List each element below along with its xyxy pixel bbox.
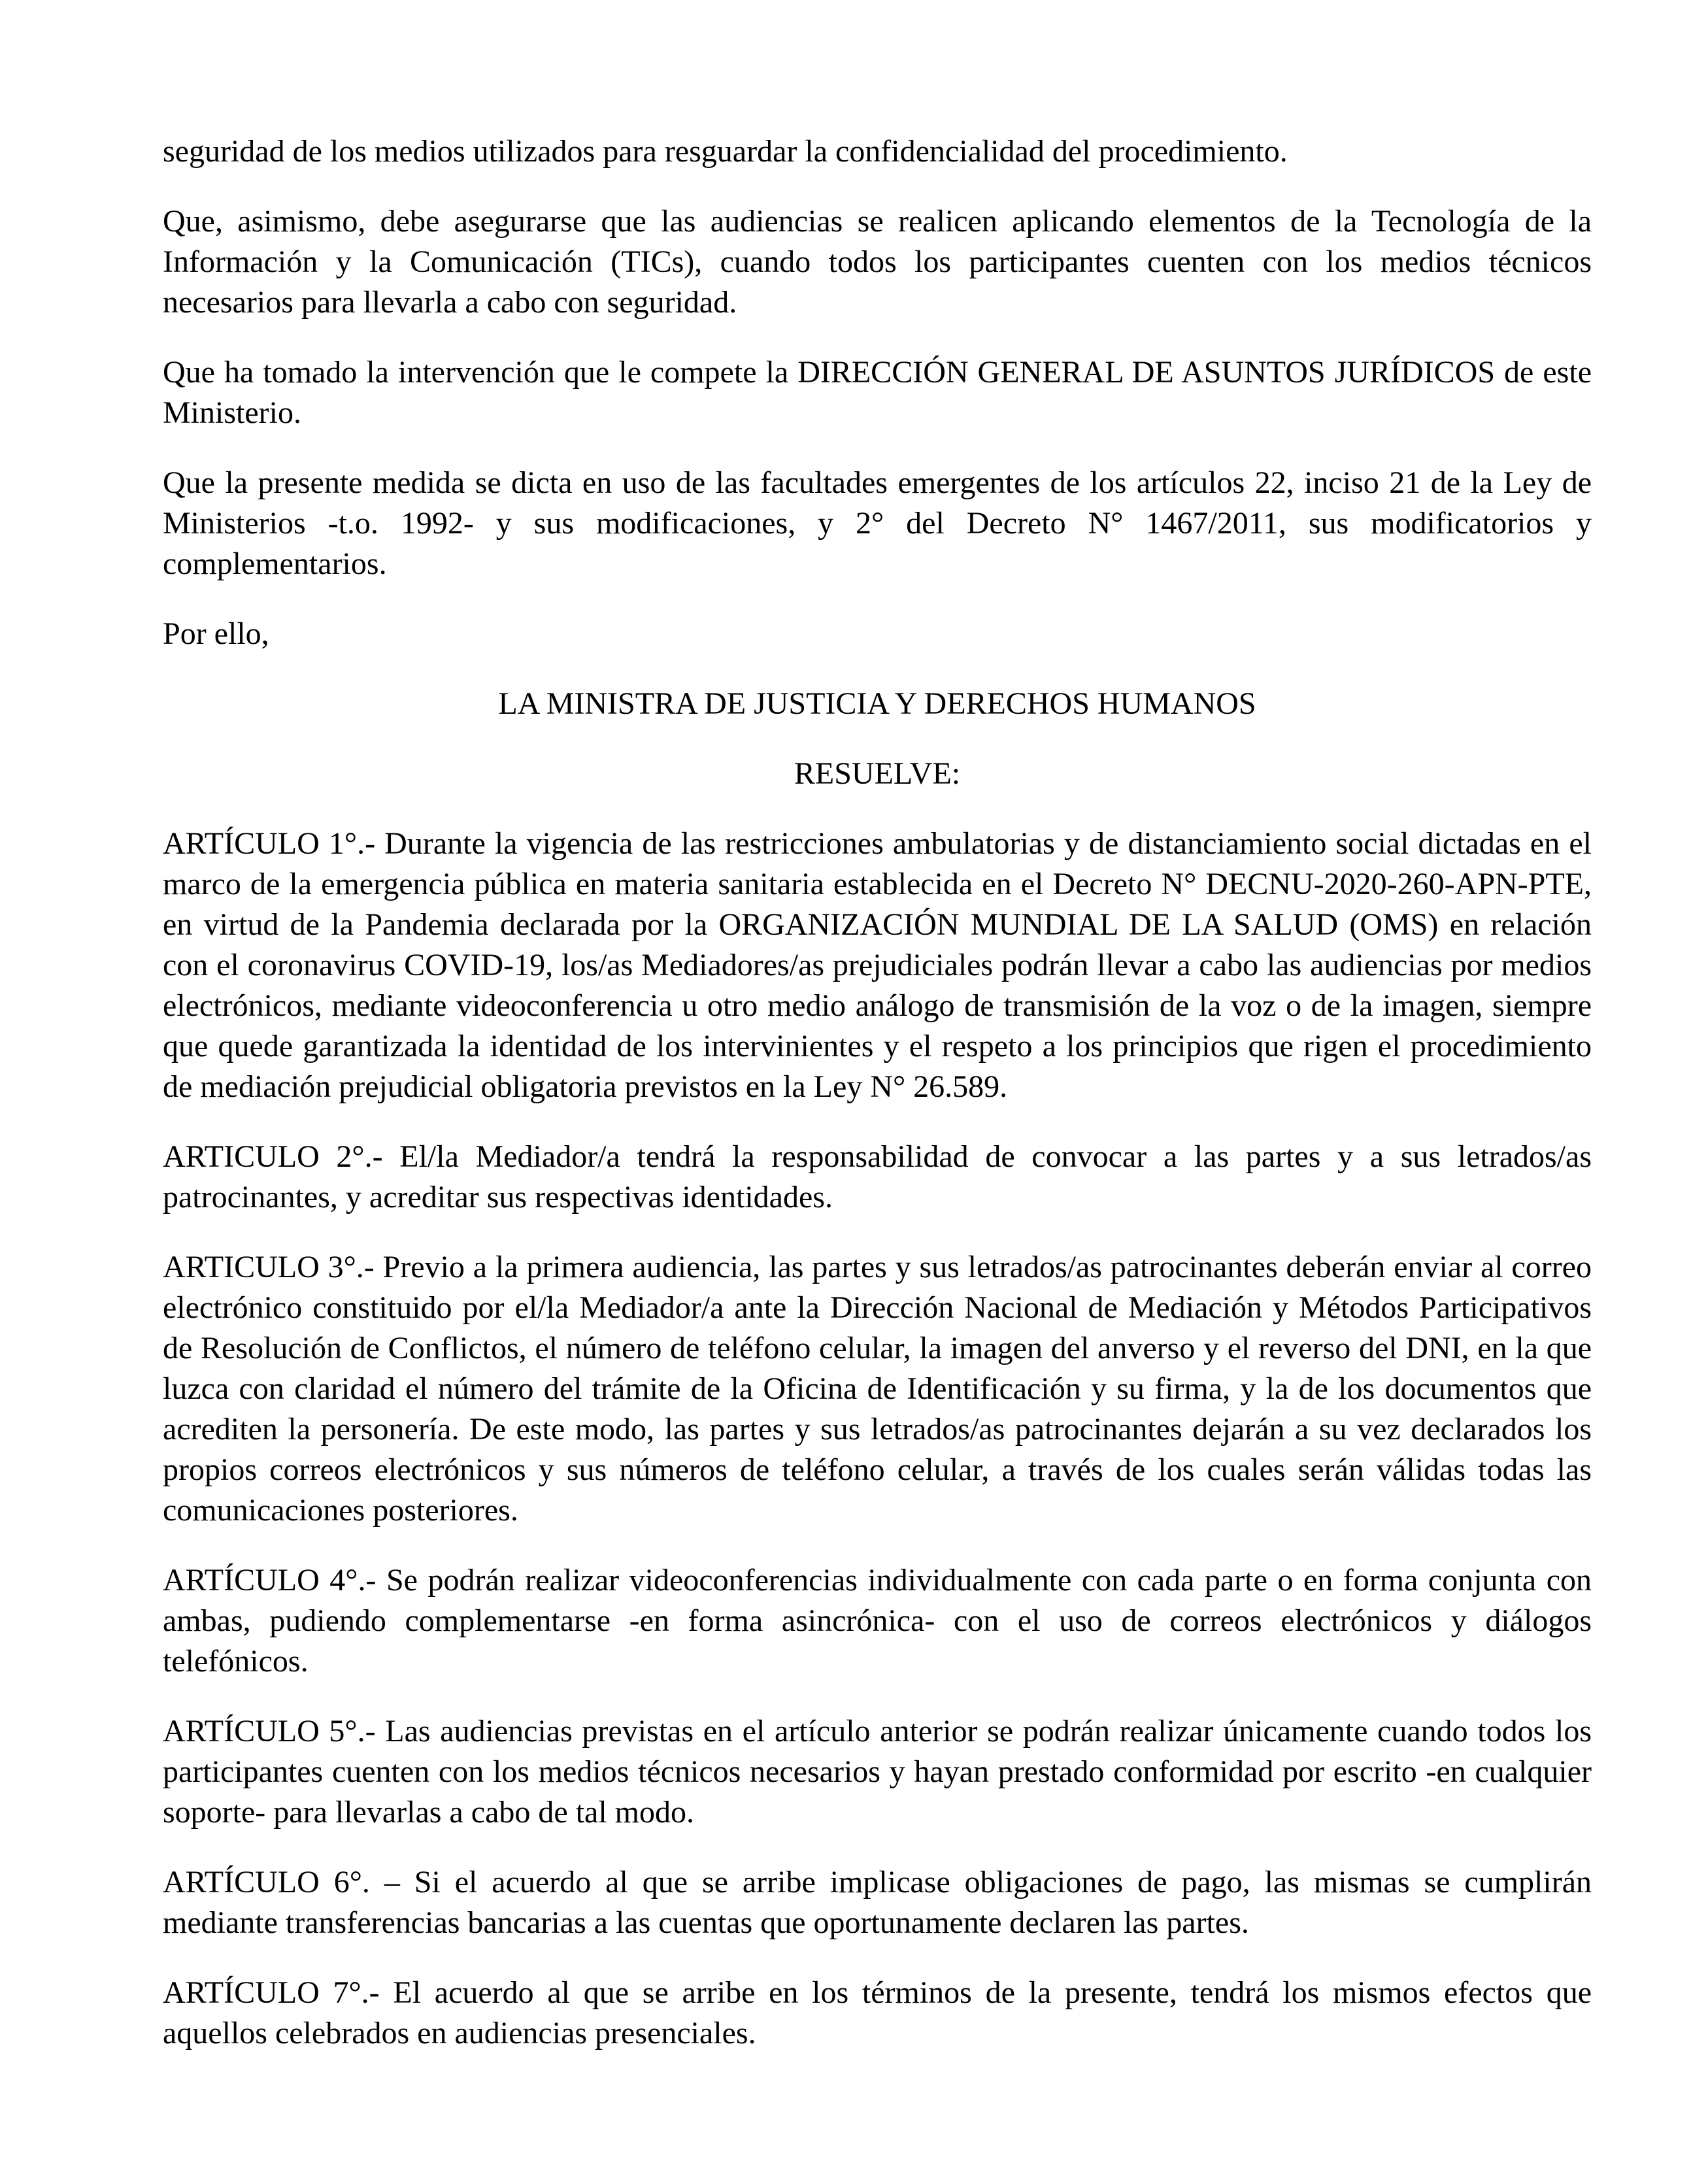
- paragraph-articulo-7: ARTÍCULO 7°.- El acuerdo al que se arribe en los términos de la presente, tendrá los mismos efectos que aquellos celebrados en audiencias presenciales.: [163, 1975, 1592, 2050]
- paragraph-articulo-6: ARTÍCULO 6°. – Si el acuerdo al que se arribe implicase obligaciones de pago, las mismas se cumplirán mediante transferencias bancarias a las cuentas que oportunamente declaren las partes.: [163, 1865, 1592, 1940]
- paragraph-articulo-3: ARTICULO 3°.- Previo a la primera audiencia, las partes y sus letrados/as patrocinantes deberán enviar al correo electrónico constituido por el/la Mediador/a ante la Dirección Nacional de Mediación y Métodos Participativos de Resolución de Conflictos, el número de teléfono celular, la imagen del anverso y el reverso del DNI, en la que luzca con claridad el número del trámite de la Oficina de Identificación y su firma, y la de los documentos que acrediten la personería. De este modo, las partes y sus letrados/as patrocinantes dejarán a su vez declarados los propios correos electrónicos y sus números de teléfono celular, a través de los cuales serán válidas todas las comunicaciones posteriores.: [163, 1250, 1592, 1528]
- resolution-text-block: [163, 131, 1592, 2054]
- paragraph-articulo-5: ARTÍCULO 5°.- Las audiencias previstas en el artículo anterior se podrán realizar únicamente cuando todos los participantes cuenten con los medios técnicos necesarios y hayan prestado conformidad por escrito -en cualquier soporte- para llevarlas a cabo de tal modo.: [163, 1714, 1592, 1830]
- paragraph-considerando-tics: Que, asimismo, debe asegurarse que las audiencias se realicen aplicando elementos de la Tecnología de la Información y la Comunicación (TICs), cuando todos los participantes cuenten con los medios técnicos necesarios para llevarla a cabo con seguridad.: [163, 204, 1592, 320]
- paragraph-considerando-juridicos: Que ha tomado la intervención que le compete la DIRECCIÓN GENERAL DE ASUNTOS JURÍDICOS de este Ministerio.: [163, 355, 1592, 430]
- paragraph-articulo-1: ARTÍCULO 1°.- Durante la vigencia de las restricciones ambulatorias y de distanciamiento social dictadas en el marco de la emergencia pública en materia sanitaria establecida en el Decreto N° DECNU-2020-260-APN-PTE, en virtud de la Pandemia declarada por la ORGANIZACIÓN MUNDIAL DE LA SALUD (OMS) en relación con el coronavirus COVID-19, los/as Mediadores/as prejudiciales podrán llevar a cabo las audiencias por medios electrónicos, mediante videoconferencia u otro medio análogo de transmisión de la voz o de la imagen, siempre que quede garantizada la identidad de los intervinientes y el respeto a los principios que rigen el procedimiento de mediación prejudicial obligatoria previstos en la Ley N° 26.589.: [163, 826, 1592, 1104]
- heading-resuelve: RESUELVE:: [794, 756, 961, 791]
- paragraph-articulo-2: ARTICULO 2°.- El/la Mediador/a tendrá la responsabilidad de convocar a las partes y a sus letrados/as patrocinantes, y acreditar sus respectivas identidades.: [163, 1139, 1592, 1214]
- paragraph-por-ello: Por ello,: [163, 616, 269, 651]
- paragraph-considerando-facultades: Que la presente medida se dicta en uso de las facultades emergentes de los artículos 22, inciso 21 de la Ley de Ministerios -t.o. 1992- y sus modificaciones, y 2° del Decreto N° 1467/2011, sus modificatorios y complementarios.: [163, 465, 1592, 581]
- heading-authority: LA MINISTRA DE JUSTICIA Y DERECHOS HUMANOS: [498, 686, 1256, 721]
- paragraph-articulo-4: ARTÍCULO 4°.- Se podrán realizar videoconferencias individualmente con cada parte o en forma conjunta con ambas, pudiendo complementarse -en forma asincrónica- con el uso de correos electrónicos y diálogos telefónicos.: [163, 1563, 1592, 1679]
- paragraph-continuation: seguridad de los medios utilizados para resguardar la confidencialidad del procedimiento.: [163, 134, 1288, 169]
